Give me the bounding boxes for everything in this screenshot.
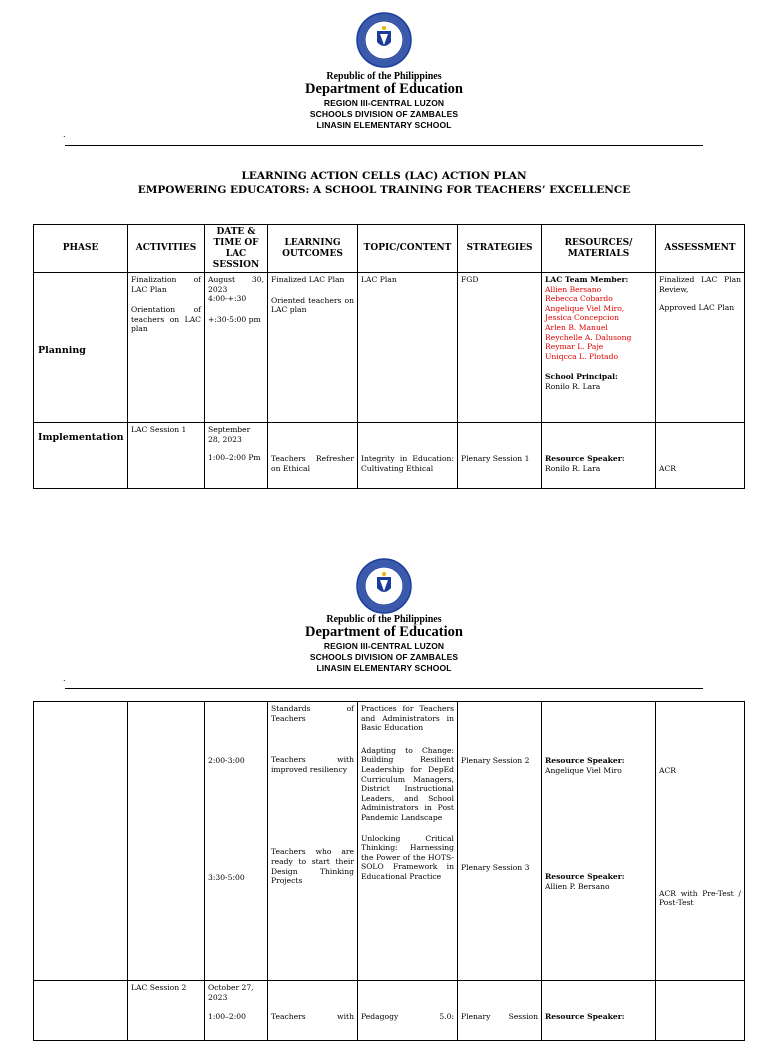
team-member: Rebecca Cobardo xyxy=(545,294,613,304)
time-session-1: 1:00–2:00 Pm xyxy=(208,453,261,463)
document-page-1 xyxy=(0,0,768,500)
assessment-acr: ACR xyxy=(659,464,677,473)
time-planning-2: +:30-5:00 pm xyxy=(208,314,261,324)
topic-pedagogy: Pedagogy 5.0: xyxy=(361,1012,454,1021)
team-member: Uniqcca L. Plotado xyxy=(545,351,619,361)
team-member: Reymar L. Paje xyxy=(545,342,604,352)
strategy-plenary-2: Plenary Session 2 xyxy=(461,756,530,765)
department-name: Department of Education xyxy=(305,81,463,97)
strategy-fgd: FGD xyxy=(461,275,479,284)
strategy-plenary-3: Plenary Session 3 xyxy=(461,862,530,872)
assessment-acr-pretest: ACR with Pre-Test / Post-Test xyxy=(659,888,741,908)
team-member: Allien Bersano xyxy=(545,284,602,294)
resource-speaker-label: Resource Speaker: xyxy=(545,756,625,765)
document-page-2 xyxy=(0,548,768,1024)
header-mark: . xyxy=(63,674,66,683)
lac-plan-table xyxy=(33,224,745,489)
activity-orientation: Orientation of teachers on LAC plan xyxy=(131,305,201,334)
assessment-acr: ACR xyxy=(659,766,677,775)
team-member: Jessica Concepcion xyxy=(545,313,619,323)
time-planning-1: 4:00-+:30 xyxy=(208,294,247,304)
division-label: SCHOOLS DIVISION OF ZAMBALES xyxy=(309,109,459,119)
table-row-planning xyxy=(34,273,745,423)
header-divider xyxy=(65,688,703,689)
team-member: Arlen B. Manuel xyxy=(545,322,608,332)
outcome-finalized-plan: Finalized LAC Plan xyxy=(271,275,345,284)
phase-planning: Planning xyxy=(38,345,86,356)
deped-seal-logo xyxy=(356,558,412,614)
outcome-ethical-standards: Standards of Teachers xyxy=(271,704,354,723)
principal-label: School Principal: xyxy=(545,372,618,382)
lac-plan-table-continued xyxy=(33,701,745,1041)
table-row-session-1-continued xyxy=(34,702,745,981)
resource-speaker-name: Angelique Viel Miro xyxy=(545,765,622,775)
activity-lac-session-1: LAC Session 1 xyxy=(131,425,187,434)
region-label: REGION III-CENTRAL LUZON xyxy=(323,641,445,651)
school-label: LINASIN ELEMENTARY SCHOOL xyxy=(316,120,452,130)
outcome-ethical-refresher: Teachers Refresher on Ethical xyxy=(271,454,354,473)
col-header-activities: ACTIVITIES xyxy=(128,225,205,273)
assessment-approved-plan: Approved LAC Plan xyxy=(659,303,735,313)
date-session-1: September 28, 2023 xyxy=(208,425,251,444)
col-header-learning-outcomes: LEARNING OUTCOMES xyxy=(268,225,358,273)
activity-lac-session-2: LAC Session 2 xyxy=(131,983,187,992)
col-header-strategies: STRATEGIES xyxy=(458,225,542,273)
outcome-resiliency: Teachers with improved resiliency xyxy=(271,755,354,774)
topic-adapting-to-change: Adapting to Change: Building Resilient Leadership for DepEd Curriculum Managers, District Instructional Leaders, and School Administrators in Post Pandemic Landscape xyxy=(361,745,454,822)
time-session-2: 1:00–2:00 xyxy=(208,1012,246,1022)
outcome-session-2: Teachers with xyxy=(271,1012,354,1021)
school-label: LINASIN ELEMENTARY SCHOOL xyxy=(316,663,452,673)
topic-integrity: Integrity in Education: Cultivating Ethical xyxy=(361,454,454,473)
strategy-plenary-1: Plenary Session 1 xyxy=(461,454,530,463)
col-header-phase: PHASE xyxy=(34,225,128,273)
deped-seal-logo xyxy=(356,12,412,68)
topic-integrity-continued: Practices for Teachers and Administrators in Basic Education xyxy=(361,704,454,733)
assessment-plan-review: Finalized LAC Plan Review, xyxy=(659,275,741,294)
phase-implementation: Implementation xyxy=(38,432,124,443)
table-header-row xyxy=(34,225,745,273)
region-label: REGION III-CENTRAL LUZON xyxy=(323,98,445,108)
republic-label: Republic of the Philippines xyxy=(326,614,442,625)
department-name: Department of Education xyxy=(305,624,463,640)
resource-speaker-label: Resource Speaker: xyxy=(545,872,625,882)
table-row-implementation xyxy=(34,423,745,489)
republic-label: Republic of the Philippines xyxy=(326,71,442,82)
table-row-session-2 xyxy=(34,981,745,1041)
team-member: Reychelle A. Dalusong xyxy=(545,332,632,342)
resource-speaker-name: Allien P. Bersano xyxy=(545,881,610,891)
division-label: SCHOOLS DIVISION OF ZAMBALES xyxy=(309,652,459,662)
col-header-date-time: DATE & TIME OF LAC SESSION xyxy=(205,225,268,273)
team-member-label: LAC Team Member: xyxy=(545,275,629,284)
time-session-1b: 2:00-3:00 xyxy=(208,756,245,765)
resource-speaker-label: Resource Speaker: xyxy=(545,454,625,463)
team-member: Angelique Viel Miro, xyxy=(545,303,625,313)
date-session-2: October 27, 2023 xyxy=(208,983,254,1002)
topic-lac-plan: LAC Plan xyxy=(361,275,397,284)
principal-name: Ronilo R. Lara xyxy=(545,381,601,391)
col-header-resources: RESOURCES/ MATERIALS xyxy=(542,225,656,273)
outcome-design-thinking: Teachers who are ready to start their Design Thinking Projects xyxy=(271,847,354,886)
plan-title: LEARNING ACTION CELLS (LAC) ACTION PLAN xyxy=(241,170,527,182)
resource-speaker-name: Ronilo R. Lara xyxy=(545,463,601,473)
topic-critical-thinking: Unlocking Critical Thinking: Harnessing the Power of the HOTS-SOLO Framework in Educational Practice xyxy=(361,833,454,881)
time-session-1c: 3:30-5:00 xyxy=(208,872,245,882)
date-planning: August 30, 2023 xyxy=(208,275,264,294)
strategy-plenary-session: Plenary Session xyxy=(461,1012,538,1021)
col-header-assessment: ASSESSMENT xyxy=(656,225,745,273)
plan-subtitle: EMPOWERING EDUCATORS: A SCHOOL TRAINING FOR TEACHERS’ EXCELLENCE xyxy=(137,184,631,196)
outcome-oriented-teachers: Oriented teachers on LAC plan xyxy=(271,295,354,315)
page-gap xyxy=(0,500,768,548)
col-header-topic: TOPIC/CONTENT xyxy=(358,225,458,273)
resource-speaker-label: Resource Speaker: xyxy=(545,1012,625,1021)
header-divider xyxy=(65,145,703,146)
header-mark: . xyxy=(63,130,66,139)
activity-finalization: Finalization of LAC Plan xyxy=(131,275,201,294)
